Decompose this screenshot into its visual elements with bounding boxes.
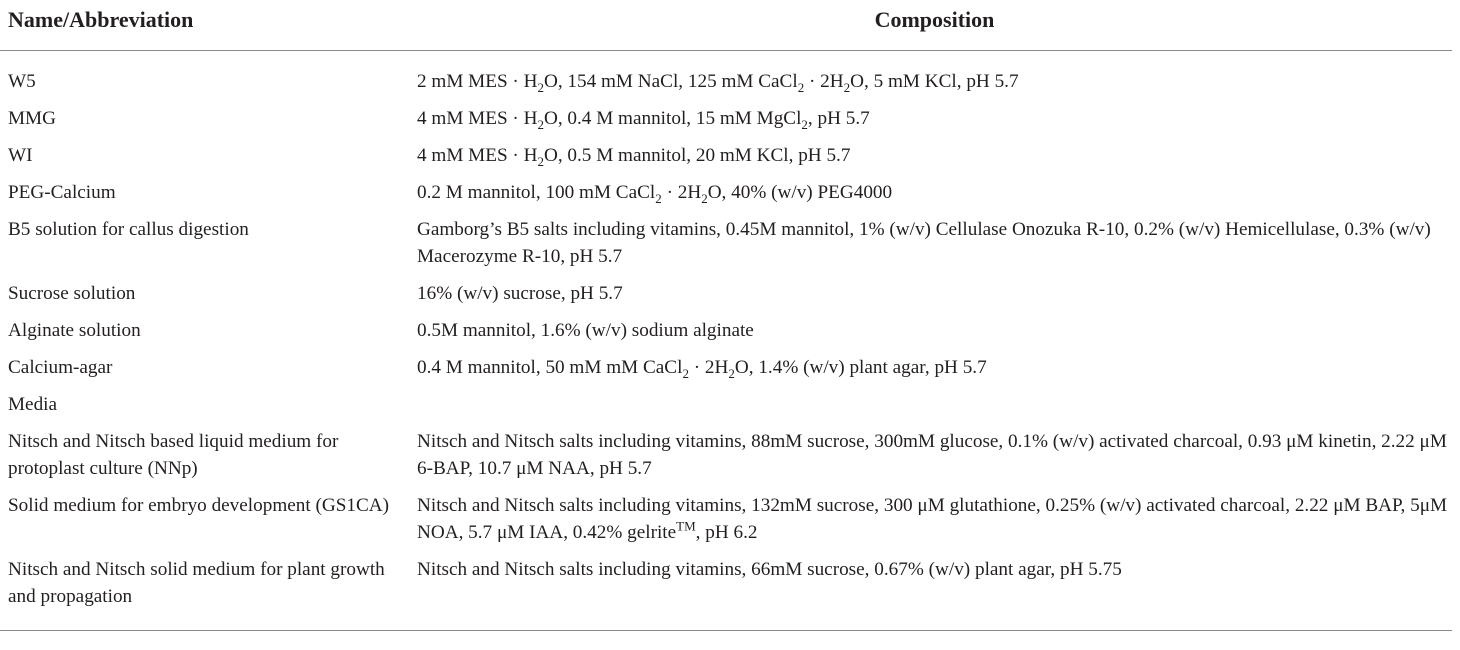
row-name-cell: Solid medium for embryo development (GS1CA) (8, 495, 390, 516)
table-row (0, 312, 1452, 349)
composition-text: · 2H (688, 357, 729, 378)
composition-text: O, 5 mM KCl, pH 5.7 (850, 71, 1019, 92)
composition-text: Gamborg’s B5 salts including vitamins, 0.45M mannitol, 1% (w/v) Cellulase Onozuka R-10, 0.2% (w/v) Hemicellulase, 0.3% (w/v) Macerozyme R-10, pH 5.7 (417, 219, 1431, 267)
subscript: 2 (655, 190, 662, 206)
composition-text: 4 mM MES · H (417, 145, 538, 166)
row-composition-cell (417, 51, 1452, 101)
table-row (0, 174, 1452, 211)
composition-text: Nitsch and Nitsch salts including vitamins, 66mM sucrose, 0.67% (w/v) plant agar, pH 5.75 (417, 559, 1122, 580)
row-name-cell: W5 (8, 71, 36, 92)
composition-text: 0.2 M mannitol, 100 mM CaCl (417, 182, 656, 203)
row-name-cell: Nitsch and Nitsch based liquid medium for protoplast culture (NNp) (8, 431, 339, 479)
composition-text: Nitsch and Nitsch salts including vitamins, 132mM sucrose, 300 μM glutathione, 0.25% (w/v) activated charcoal, 2.22 μM BAP, 5μM NOA, 5.7 μM IAA, 0.42% gelrite (417, 495, 1448, 543)
composition-text: O, 0.4 M mannitol, 15 mM MgCl (543, 108, 802, 129)
table-row (0, 487, 1452, 551)
composition-text: O, 1.4% (w/v) plant agar, pH 5.7 (734, 357, 987, 378)
subscript: 2 (682, 365, 689, 381)
composition-text: 0.5M mannitol, 1.6% (w/v) sodium alginate (417, 320, 754, 341)
row-name-cell: Calcium-agar (8, 357, 113, 378)
header-composition: Composition (417, 0, 1452, 51)
subscript: 2 (537, 116, 544, 132)
table-row (0, 386, 1452, 423)
table-row (0, 211, 1452, 275)
row-name-cell: Alginate solution (8, 320, 141, 341)
table-header (0, 0, 1452, 51)
composition-text: 2 mM MES · H (417, 71, 538, 92)
table-row (0, 137, 1452, 174)
table-row (0, 423, 1452, 487)
table-row (0, 551, 1452, 631)
composition-text: 0.4 M mannitol, 50 mM mM CaCl (417, 357, 683, 378)
row-name-cell: WI (8, 145, 33, 166)
row-composition-cell (417, 551, 1452, 631)
row-composition-cell (417, 211, 1452, 275)
composition-text: 16% (w/v) sucrose, pH 5.7 (417, 283, 623, 304)
composition-text: , pH 5.7 (807, 108, 870, 129)
table-row (0, 275, 1452, 312)
row-composition-cell (417, 487, 1452, 551)
composition-text: Nitsch and Nitsch salts including vitamins, 88mM sucrose, 300mM glucose, 0.1% (w/v) activated charcoal, 0.93 μM kinetin, 2.22 μM 6-BAP, 10.7 μM NAA, pH 5.7 (417, 431, 1447, 479)
row-composition-cell (417, 137, 1452, 174)
subscript: 2 (797, 79, 805, 95)
row-name-cell: Nitsch and Nitsch solid medium for plant growth and propagation (0, 551, 417, 631)
row-name-cell: B5 solution for callus digestion (8, 219, 249, 240)
composition-text: O, 0.5 M mannitol, 20 mM KCl, pH 5.7 (543, 145, 851, 166)
composition-text: · 2H (661, 182, 702, 203)
subscript: 2 (537, 153, 544, 169)
composition-text: O, 154 mM NaCl, 125 mM CaCl (543, 71, 798, 92)
row-composition-cell (417, 100, 1452, 137)
subscript: 2 (728, 365, 735, 381)
composition-text: 4 mM MES · H (417, 108, 538, 129)
row-composition-cell (417, 386, 1452, 423)
row-name-cell: MMG (8, 108, 56, 129)
table-body (0, 51, 1452, 631)
table-row (0, 51, 1452, 101)
row-name-cell: Media (8, 394, 58, 415)
composition-text: · 2H (804, 71, 844, 92)
subscript: 2 (537, 79, 544, 95)
row-composition-cell (417, 275, 1452, 312)
superscript: TM (676, 518, 696, 534)
header-name-abbreviation: Name/Abbreviation (0, 0, 417, 51)
subscript: 2 (701, 190, 708, 206)
table-row (0, 349, 1452, 386)
row-name-cell: Sucrose solution (8, 283, 136, 304)
row-composition-cell (417, 312, 1452, 349)
composition-text: O, 40% (w/v) PEG4000 (707, 182, 893, 203)
row-name-cell: PEG-Calcium (8, 182, 116, 203)
subscript: 2 (843, 79, 851, 95)
header-row (0, 0, 1452, 51)
subscript: 2 (801, 116, 808, 132)
table-row (0, 100, 1452, 137)
row-composition-cell (417, 349, 1452, 386)
row-composition-cell (417, 423, 1452, 487)
row-composition-cell (417, 174, 1452, 211)
composition-text: , pH 6.2 (695, 522, 758, 543)
